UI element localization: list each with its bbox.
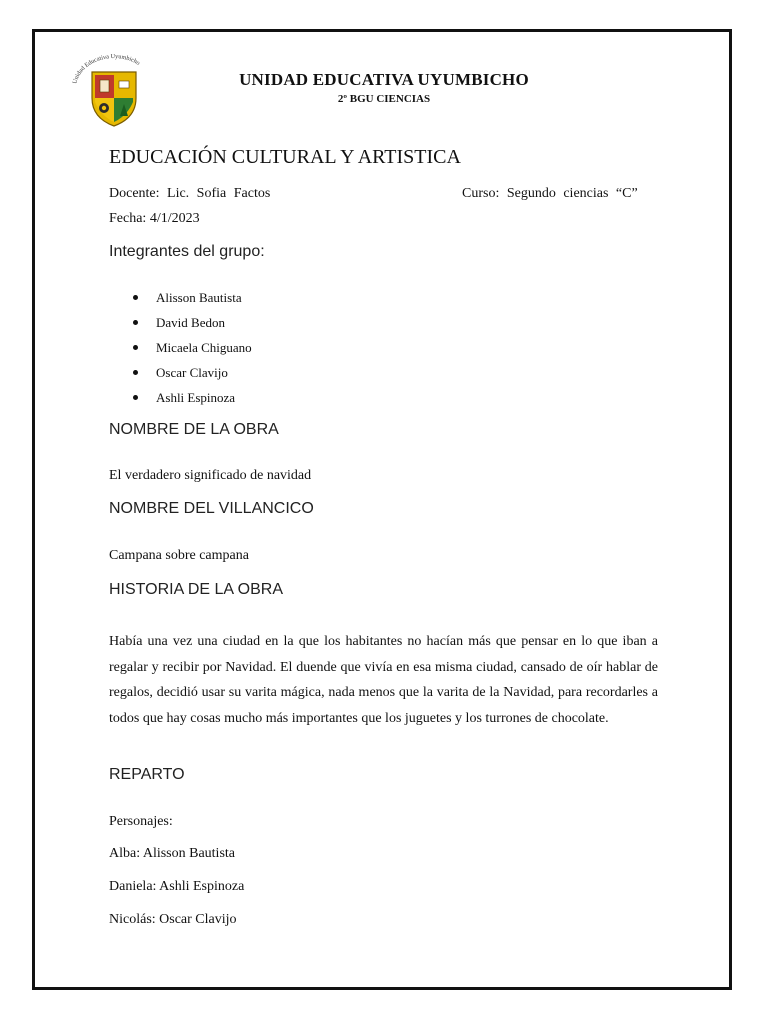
members-list [109, 289, 252, 414]
member-name: David Bedon [156, 315, 225, 330]
member-name: Micaela Chiguano [156, 340, 252, 355]
teacher: Docente: Lic. Sofia Factos [109, 186, 271, 201]
bullet-icon [133, 370, 138, 375]
villancico-name: Campana sobre campana [109, 548, 249, 563]
course: Curso: Segundo ciencias “C” [462, 186, 638, 201]
personajes-label: Personajes: [109, 814, 173, 829]
obra-heading: NOMBRE DE LA OBRA [109, 421, 279, 438]
historia-heading: HISTORIA DE LA OBRA [109, 581, 283, 598]
logo-text: Unidad Educativa Uyumbicho [71, 52, 142, 85]
school-course: 2º BGU CIENCIAS [337, 93, 431, 105]
school-name: UNIDAD EDUCATIVA UYUMBICHO [239, 70, 529, 89]
bullet-icon [133, 345, 138, 350]
list-item [109, 364, 252, 389]
list-item [109, 289, 252, 314]
list-item [109, 339, 252, 364]
bullet-icon [133, 395, 138, 400]
list-item [109, 314, 252, 339]
subject-title: EDUCACIÓN CULTURAL Y ARTISTICA [109, 146, 461, 168]
historia-text: Había una vez una ciudad en la que los habitantes no hacían más que pensar en lo que iban a regalar y recibir por Navidad. El duende que vivía en esa misma ciudad, cansado de oír hablar de regalos, decidió usar su varita mágica, nada menos que la varita de la Navidad, para recordarles a todos que hay cosas mucho más importantes que los juguetes y los turrones de chocolate. [109, 634, 658, 726]
reparto-heading: REPARTO [109, 766, 185, 783]
member-name: Oscar Clavijo [156, 365, 228, 380]
role-line: Daniela: Ashli Espinoza [109, 879, 245, 894]
members-heading: Integrantes del grupo: [109, 243, 265, 260]
bullet-icon [133, 295, 138, 300]
date: Fecha: 4/1/2023 [109, 211, 200, 226]
member-name: Ashli Espinoza [156, 390, 236, 405]
list-item [109, 389, 252, 414]
role-line: Alba: Alisson Bautista [109, 846, 235, 861]
role-line: Nicolás: Oscar Clavijo [109, 912, 237, 927]
member-name: Alisson Bautista [156, 290, 242, 305]
school-logo [68, 50, 160, 130]
obra-name: El verdadero significado de navidad [109, 468, 312, 483]
villancico-heading: NOMBRE DEL VILLANCICO [109, 500, 314, 517]
bullet-icon [133, 320, 138, 325]
